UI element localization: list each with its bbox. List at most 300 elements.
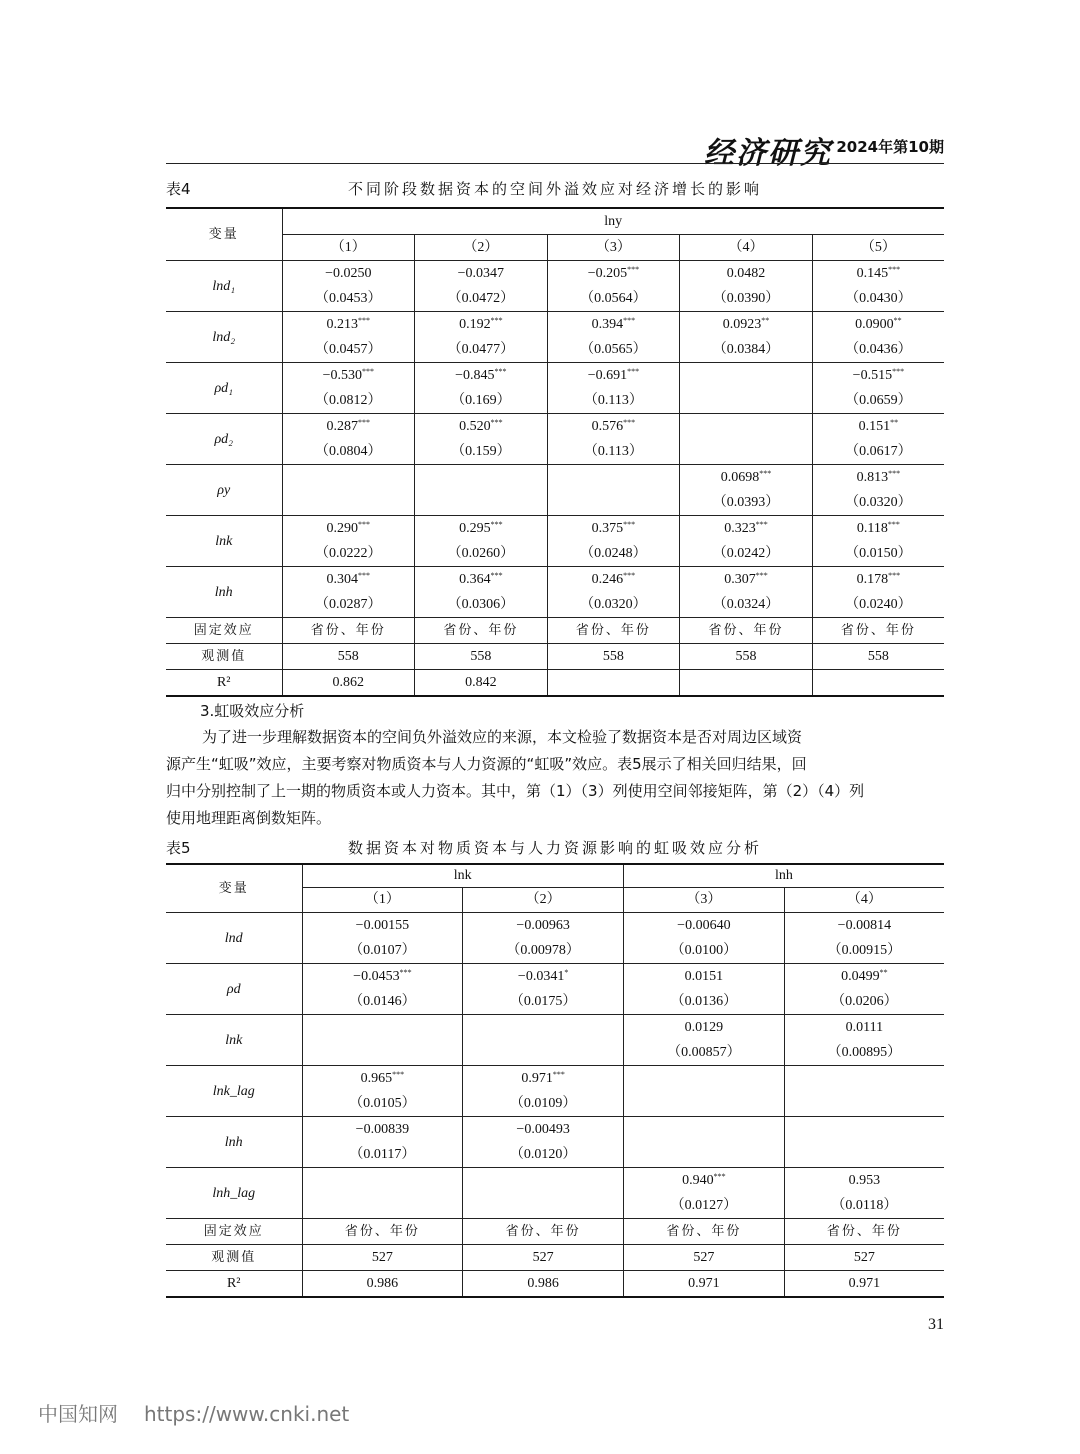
- r-squared-cell: 0.986: [463, 1271, 624, 1298]
- standard-error-cell: [624, 1091, 785, 1117]
- coefficient-value: −0.515: [852, 368, 893, 383]
- coefficient-cell: [415, 567, 548, 593]
- standard-error-cell: [680, 388, 813, 414]
- standard-error-cell: [624, 1142, 785, 1168]
- standard-error-cell: （0.00857）: [624, 1040, 785, 1066]
- significance-stars: **: [761, 316, 770, 325]
- fixed-effects-cell: 省份、年份: [812, 618, 944, 644]
- coefficient-value: 0.0111: [845, 1020, 884, 1035]
- table4-col-header: （3）: [547, 235, 680, 261]
- standard-error-cell: （0.0150）: [812, 541, 944, 567]
- coefficient-cell: [282, 516, 415, 542]
- coefficient-cell: [302, 1066, 463, 1092]
- r-squared-row: [166, 1271, 944, 1298]
- coefficient-value: −0.0347: [457, 266, 505, 281]
- standard-error-cell: [680, 439, 813, 465]
- coefficient-cell: [463, 964, 624, 990]
- coefficient-value: 0.304: [326, 572, 359, 587]
- standard-error-cell: （0.0804）: [282, 439, 415, 465]
- coefficient-cell: [680, 567, 813, 593]
- coefficient-cell: [547, 261, 680, 287]
- coefficient-cell: [302, 913, 463, 939]
- coefficient-cell: [624, 1117, 785, 1143]
- header-divider: [166, 163, 944, 164]
- standard-error-cell: （0.00895）: [784, 1040, 944, 1066]
- standard-error-cell: （0.00978）: [463, 938, 624, 964]
- table4-col-header: （1）: [282, 235, 415, 261]
- significance-stars: ***: [358, 418, 371, 427]
- standard-error-cell: （0.113）: [547, 388, 680, 414]
- paragraph-line: 归中分别控制了上一期的物质资本或人力资本。其中，第（1）（3）列使用空间邻接矩阵，第（2）（4）列: [166, 782, 865, 800]
- table-row: [166, 261, 944, 287]
- coefficient-cell: [812, 312, 944, 338]
- coefficient-cell: [282, 567, 415, 593]
- standard-error-cell: [463, 1040, 624, 1066]
- fixed-effects-cell: 省份、年份: [463, 1219, 624, 1245]
- variable-name: ρy: [166, 465, 282, 516]
- variable-name: lnk: [166, 1015, 302, 1066]
- standard-error-cell: [547, 490, 680, 516]
- coefficient-value: 0.520: [459, 419, 491, 434]
- variable-name: lnh: [166, 567, 282, 618]
- site-name: 中国知网: [38, 1402, 118, 1426]
- standard-error-cell: （0.0457）: [282, 337, 415, 363]
- coefficient-cell: [812, 516, 944, 542]
- coefficient-cell: [463, 913, 624, 939]
- page-number: 31: [928, 1316, 944, 1333]
- coefficient-value: 0.213: [326, 317, 359, 332]
- coefficient-cell: [784, 1168, 944, 1194]
- coefficient-cell: [463, 1117, 624, 1143]
- r-squared-cell: 0.862: [282, 670, 415, 697]
- coefficient-value: 0.0129: [684, 1020, 724, 1035]
- coefficient-value: 0.287: [326, 419, 359, 434]
- standard-error-cell: （0.0117）: [302, 1142, 463, 1168]
- table4-title: 不同阶段数据资本的空间外溢效应对经济增长的影响: [347, 180, 762, 198]
- table4-col-header: （4）: [680, 235, 813, 261]
- coefficient-cell: [547, 465, 680, 491]
- coefficient-cell: [680, 363, 813, 389]
- significance-stars: ***: [358, 316, 371, 325]
- coefficient-value: −0.00814: [837, 918, 892, 933]
- table-row: [166, 414, 944, 440]
- standard-error-cell: （0.0127）: [624, 1193, 785, 1219]
- table5-group-lnk: lnk: [302, 864, 624, 888]
- coefficient-value: 0.145: [856, 266, 889, 281]
- observations-cell: 527: [302, 1245, 463, 1271]
- standard-error-cell: （0.0477）: [415, 337, 548, 363]
- fixed-effects-cell: 省份、年份: [784, 1219, 944, 1245]
- table4-column-headers: [166, 235, 944, 261]
- body-paragraph: [166, 724, 944, 832]
- table-row-se: [166, 286, 944, 312]
- coefficient-cell: [812, 567, 944, 593]
- standard-error-cell: [463, 1193, 624, 1219]
- fixed-effects-row: [166, 1219, 944, 1245]
- coefficient-cell: [547, 567, 680, 593]
- table4-col-header: （5）: [812, 235, 944, 261]
- coefficient-cell: [547, 414, 680, 440]
- coefficient-value: 0.0499: [841, 969, 880, 984]
- table4-dep-var: lny: [282, 208, 944, 235]
- significance-stars: ***: [888, 469, 901, 478]
- coefficient-value: 0.290: [326, 521, 359, 536]
- variable-name: lnh: [166, 1117, 302, 1168]
- table-row: [166, 567, 944, 593]
- observations-row: [166, 644, 944, 670]
- significance-stars: ***: [490, 418, 503, 427]
- table5-label: 表5: [166, 839, 191, 857]
- variable-name: lnk_lag: [166, 1066, 302, 1117]
- table4-var-header: 变量: [166, 208, 282, 261]
- variable-name: ρd₁: [166, 363, 282, 414]
- table5-col-header: （2）: [463, 888, 624, 913]
- variable-name: lnd: [166, 913, 302, 964]
- coefficient-value: 0.576: [591, 419, 624, 434]
- table5-caption: [166, 837, 944, 861]
- coefficient-value: −0.845: [455, 368, 495, 383]
- coefficient-value: 0.0698: [720, 470, 760, 485]
- table5: [166, 863, 944, 1298]
- standard-error-cell: [282, 490, 415, 516]
- r-squared-cell: 0.971: [784, 1271, 944, 1298]
- coefficient-value: −0.691: [587, 368, 628, 383]
- coefficient-value: 0.323: [724, 521, 756, 536]
- observations-cell: 558: [415, 644, 548, 670]
- significance-stars: ***: [361, 367, 374, 376]
- fixed-effects-row: [166, 618, 944, 644]
- coefficient-value: −0.205: [587, 266, 628, 281]
- standard-error-cell: （0.0120）: [463, 1142, 624, 1168]
- coefficient-value: 0.0923: [722, 317, 762, 332]
- r-squared-cell: [547, 670, 680, 697]
- coefficient-value: −0.00963: [516, 918, 570, 933]
- standard-error-cell: （0.0565）: [547, 337, 680, 363]
- table-row: [166, 1168, 944, 1194]
- variable-name: lnd₁: [166, 261, 282, 312]
- r-squared-cell: 0.986: [302, 1271, 463, 1298]
- fixed-effects-cell: 省份、年份: [547, 618, 680, 644]
- observations-cell: 558: [680, 644, 813, 670]
- table5-col-header: （4）: [784, 888, 944, 913]
- coefficient-cell: [547, 312, 680, 338]
- coefficient-value: 0.178: [856, 572, 889, 587]
- observations-cell: 527: [463, 1245, 624, 1271]
- coefficient-cell: [680, 414, 813, 440]
- coefficient-value: 0.940: [682, 1173, 714, 1188]
- table-row: [166, 1066, 944, 1092]
- fixed-effects-cell: 省份、年份: [624, 1219, 785, 1245]
- significance-stars: ***: [490, 571, 503, 580]
- coefficient-value: 0.971: [521, 1071, 553, 1086]
- standard-error-cell: （0.159）: [415, 439, 548, 465]
- coefficient-value: 0.307: [724, 572, 756, 587]
- observations-cell: 527: [784, 1245, 944, 1271]
- significance-stars: ***: [623, 520, 636, 529]
- r-squared-label: R²: [166, 1271, 302, 1298]
- coefficient-value: 0.965: [360, 1071, 393, 1086]
- table-row-se: [166, 439, 944, 465]
- significance-stars: ***: [888, 265, 901, 274]
- standard-error-cell: （0.0260）: [415, 541, 548, 567]
- significance-stars: ***: [392, 1070, 405, 1079]
- coefficient-cell: [547, 516, 680, 542]
- coefficient-value: 0.151: [858, 419, 891, 434]
- standard-error-cell: （0.169）: [415, 388, 548, 414]
- coefficient-cell: [624, 964, 785, 990]
- significance-stars: ***: [759, 469, 772, 478]
- significance-stars: ***: [713, 1172, 726, 1181]
- observations-cell: 558: [812, 644, 944, 670]
- coefficient-cell: [784, 1015, 944, 1041]
- coefficient-cell: [624, 1066, 785, 1092]
- coefficient-cell: [547, 363, 680, 389]
- standard-error-cell: （0.0472）: [415, 286, 548, 312]
- standard-error-cell: （0.0240）: [812, 592, 944, 618]
- standard-error-cell: [784, 1142, 944, 1168]
- running-header: [166, 128, 944, 171]
- section-heading: 3.虹吸效应分析: [200, 702, 305, 720]
- table-row-se: [166, 337, 944, 363]
- coefficient-cell: [415, 465, 548, 491]
- standard-error-cell: （0.0436）: [812, 337, 944, 363]
- standard-error-cell: （0.0812）: [282, 388, 415, 414]
- table-row-se: [166, 490, 944, 516]
- significance-stars: ***: [887, 520, 900, 529]
- standard-error-cell: [784, 1091, 944, 1117]
- standard-error-cell: （0.0222）: [282, 541, 415, 567]
- coefficient-value: 0.246: [591, 572, 624, 587]
- coefficient-cell: [463, 1015, 624, 1041]
- standard-error-cell: （0.00915）: [784, 938, 944, 964]
- coefficient-value: 0.0900: [855, 317, 894, 332]
- significance-stars: ***: [494, 367, 507, 376]
- table-row: [166, 1015, 944, 1041]
- r-squared-label: R²: [166, 670, 282, 697]
- paragraph-line: 使用地理距离倒数矩阵。: [166, 809, 332, 827]
- coefficient-cell: [302, 1168, 463, 1194]
- standard-error-cell: （0.0287）: [282, 592, 415, 618]
- r-squared-cell: 0.842: [415, 670, 548, 697]
- coefficient-value: −0.0453: [353, 969, 400, 984]
- coefficient-value: 0.0482: [726, 266, 766, 281]
- table-row: [166, 516, 944, 542]
- coefficient-value: 0.118: [856, 521, 888, 536]
- coefficient-cell: [282, 261, 415, 287]
- coefficient-cell: [812, 261, 944, 287]
- standard-error-cell: （0.0248）: [547, 541, 680, 567]
- coefficient-cell: [415, 312, 548, 338]
- coefficient-value: −0.0250: [325, 266, 372, 281]
- table-row: [166, 312, 944, 338]
- significance-stars: ***: [888, 571, 901, 580]
- fixed-effects-label: 固定效应: [166, 1219, 302, 1245]
- coefficient-value: 0.813: [856, 470, 889, 485]
- table4-label: 表4: [166, 180, 191, 198]
- coefficient-cell: [784, 1066, 944, 1092]
- standard-error-cell: [302, 1193, 463, 1219]
- issue-label: 2024年第10期: [836, 138, 944, 156]
- coefficient-cell: [784, 913, 944, 939]
- table5-col-header: （1）: [302, 888, 463, 913]
- paragraph-line: 为了进一步理解数据资本的空间负外溢效应的来源，本文检验了数据资本是否对周边区域资: [202, 728, 803, 746]
- table4: [166, 207, 944, 697]
- coefficient-cell: [415, 414, 548, 440]
- observations-cell: 527: [624, 1245, 785, 1271]
- coefficient-value: 0.192: [459, 317, 491, 332]
- standard-error-cell: （0.0146）: [302, 989, 463, 1015]
- table-row: [166, 1117, 944, 1143]
- table5-group-lnh: lnh: [624, 864, 945, 888]
- variable-name: lnh_lag: [166, 1168, 302, 1219]
- fixed-effects-cell: 省份、年份: [415, 618, 548, 644]
- standard-error-cell: （0.0324）: [680, 592, 813, 618]
- r-squared-cell: 0.971: [624, 1271, 785, 1298]
- journal-logo: 经济研究: [704, 136, 832, 171]
- table4-caption: [166, 178, 944, 202]
- variable-name: ρd: [166, 964, 302, 1015]
- fixed-effects-cell: 省份、年份: [680, 618, 813, 644]
- significance-stars: ***: [490, 520, 503, 529]
- coefficient-cell: [415, 363, 548, 389]
- standard-error-cell: （0.0136）: [624, 989, 785, 1015]
- site-url: https://www.cnki.net: [144, 1402, 350, 1426]
- coefficient-cell: [415, 516, 548, 542]
- significance-stars: ***: [627, 265, 640, 274]
- significance-stars: ***: [755, 571, 768, 580]
- coefficient-cell: [302, 964, 463, 990]
- significance-stars: ***: [892, 367, 905, 376]
- coefficient-value: −0.00493: [516, 1122, 570, 1137]
- observations-row: [166, 1245, 944, 1271]
- coefficient-cell: [784, 1117, 944, 1143]
- standard-error-cell: （0.0393）: [680, 490, 813, 516]
- standard-error-cell: （0.0617）: [812, 439, 944, 465]
- coefficient-cell: [415, 261, 548, 287]
- observations-cell: 558: [282, 644, 415, 670]
- coefficient-cell: [624, 1168, 785, 1194]
- standard-error-cell: （0.113）: [547, 439, 680, 465]
- standard-error-cell: （0.0390）: [680, 286, 813, 312]
- standard-error-cell: （0.0453）: [282, 286, 415, 312]
- coefficient-value: −0.530: [322, 368, 362, 383]
- table-row-se: [166, 388, 944, 414]
- significance-stars: ***: [755, 520, 768, 529]
- table-row-se: [166, 541, 944, 567]
- coefficient-value: 0.295: [459, 521, 491, 536]
- coefficient-value: −0.00640: [677, 918, 731, 933]
- standard-error-cell: （0.0564）: [547, 286, 680, 312]
- coefficient-cell: [812, 363, 944, 389]
- coefficient-cell: [282, 414, 415, 440]
- fixed-effects-label: 固定效应: [166, 618, 282, 644]
- table5-var-header: 变量: [166, 864, 302, 913]
- coefficient-cell: [302, 1015, 463, 1041]
- coefficient-cell: [680, 261, 813, 287]
- coefficient-cell: [680, 465, 813, 491]
- coefficient-cell: [784, 964, 944, 990]
- table-row: [166, 363, 944, 389]
- coefficient-cell: [680, 516, 813, 542]
- fixed-effects-cell: 省份、年份: [282, 618, 415, 644]
- significance-stars: **: [879, 968, 888, 977]
- table5-body: [166, 913, 944, 1298]
- standard-error-cell: （0.0306）: [415, 592, 548, 618]
- significance-stars: ***: [623, 418, 636, 427]
- table-row-se: [166, 592, 944, 618]
- r-squared-row: [166, 670, 944, 697]
- standard-error-cell: （0.0320）: [812, 490, 944, 516]
- observations-label: 观测值: [166, 1245, 302, 1271]
- coefficient-value: 0.953: [848, 1173, 881, 1188]
- coefficient-cell: [812, 414, 944, 440]
- standard-error-cell: （0.0105）: [302, 1091, 463, 1117]
- significance-stars: ***: [399, 968, 412, 977]
- footer-watermark: [38, 1398, 375, 1427]
- table5-title: 数据资本对物质资本与人力资源影响的虹吸效应分析: [347, 839, 762, 857]
- significance-stars: ***: [358, 571, 371, 580]
- coefficient-cell: [282, 363, 415, 389]
- coefficient-value: 0.0151: [684, 969, 724, 984]
- coefficient-cell: [812, 465, 944, 491]
- paragraph-line: 源产生“虹吸”效应，主要考察对物质资本与人力资源的“虹吸”效应。表5展示了相关回归结果，回: [166, 755, 807, 773]
- observations-cell: 558: [547, 644, 680, 670]
- standard-error-cell: （0.0384）: [680, 337, 813, 363]
- significance-stars: **: [893, 316, 902, 325]
- standard-error-cell: （0.0430）: [812, 286, 944, 312]
- standard-error-cell: （0.0242）: [680, 541, 813, 567]
- coefficient-cell: [282, 312, 415, 338]
- table-row: [166, 465, 944, 491]
- coefficient-value: 0.394: [591, 317, 624, 332]
- standard-error-cell: （0.0109）: [463, 1091, 624, 1117]
- variable-name: lnd₂: [166, 312, 282, 363]
- standard-error-cell: （0.0659）: [812, 388, 944, 414]
- standard-error-cell: [415, 490, 548, 516]
- coefficient-cell: [463, 1168, 624, 1194]
- standard-error-cell: （0.0118）: [784, 1193, 944, 1219]
- table-row: [166, 913, 944, 939]
- coefficient-cell: [680, 312, 813, 338]
- coefficient-cell: [463, 1066, 624, 1092]
- variable-name: ρd₂: [166, 414, 282, 465]
- table-row: [166, 964, 944, 990]
- r-squared-cell: [812, 670, 944, 697]
- fixed-effects-cell: 省份、年份: [302, 1219, 463, 1245]
- standard-error-cell: （0.0107）: [302, 938, 463, 964]
- significance-stars: ***: [358, 520, 371, 529]
- standard-error-cell: （0.0100）: [624, 938, 785, 964]
- r-squared-cell: [680, 670, 813, 697]
- standard-error-cell: （0.0320）: [547, 592, 680, 618]
- standard-error-cell: （0.0175）: [463, 989, 624, 1015]
- standard-error-cell: [302, 1040, 463, 1066]
- coefficient-value: −0.00839: [355, 1122, 410, 1137]
- table4-col-header: （2）: [415, 235, 548, 261]
- standard-error-cell: （0.0206）: [784, 989, 944, 1015]
- significance-stars: ***: [627, 367, 640, 376]
- significance-stars: ***: [552, 1070, 565, 1079]
- variable-name: lnk: [166, 516, 282, 567]
- significance-stars: ***: [623, 316, 636, 325]
- observations-label: 观测值: [166, 644, 282, 670]
- coefficient-value: 0.364: [459, 572, 491, 587]
- table4-body: [166, 261, 944, 697]
- table5-col-header: （3）: [624, 888, 785, 913]
- coefficient-value: 0.375: [591, 521, 624, 536]
- coefficient-value: −0.0341: [517, 969, 565, 984]
- significance-stars: ***: [490, 316, 503, 325]
